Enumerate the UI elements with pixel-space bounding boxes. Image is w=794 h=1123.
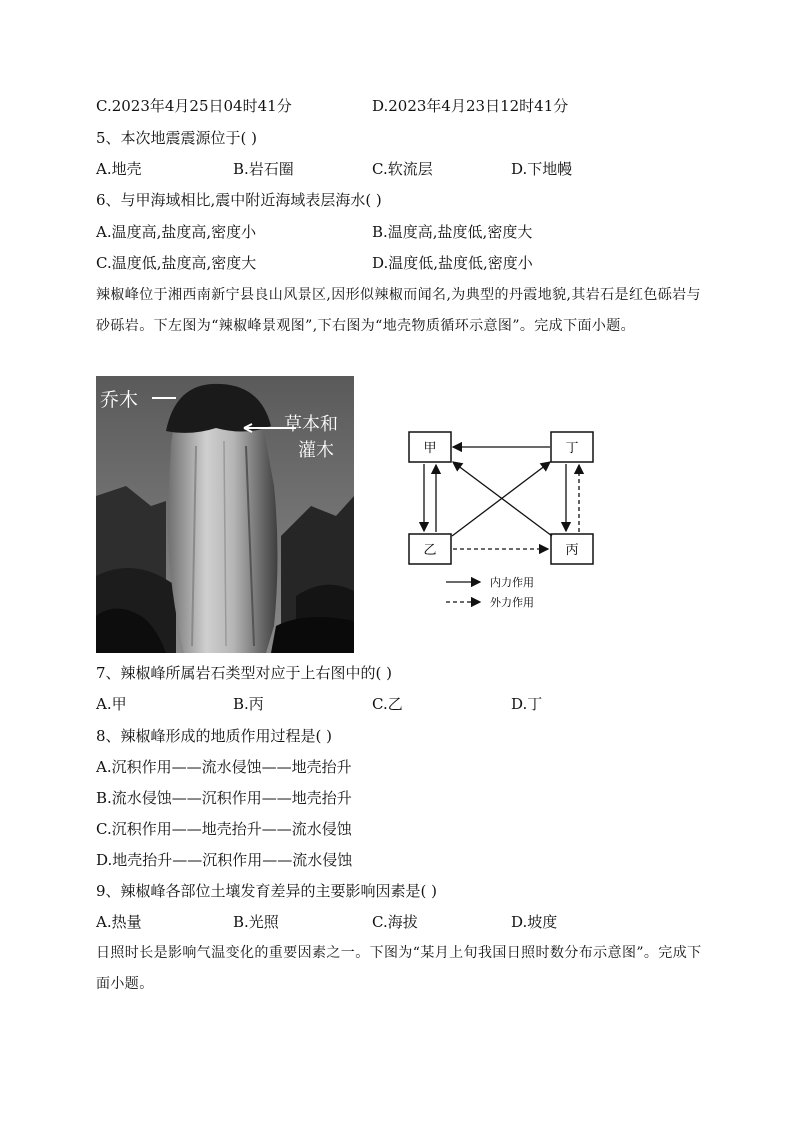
crust-cycle-diagram	[400, 424, 600, 614]
q8-option-b: B.流水侵蚀——沉积作用——地壳抬升	[96, 789, 352, 807]
q9-option-b: B.光照	[233, 913, 279, 931]
lajiao-peak-image	[96, 376, 354, 653]
intro-paragraph-2: 日照时长是影响气温变化的重要因素之一。下图为“某月上旬我国日照时数分布示意图”。完成下面小题。	[96, 945, 702, 992]
q8-option-c: C.沉积作用——地壳抬升——流水侵蚀	[96, 820, 352, 838]
q5-option-a: A.地壳	[96, 160, 142, 178]
label-shrub-line2: 灌木	[298, 440, 334, 461]
q7-option-d: D.丁	[511, 695, 543, 713]
q5-option-d: D.下地幔	[511, 160, 573, 178]
q5-option-c: C.软流层	[372, 160, 433, 178]
q7-option-c: C.乙	[372, 695, 403, 713]
lajiao-peak-photo	[96, 376, 354, 653]
legend-internal: 内力作用	[490, 576, 534, 589]
q9-stem: 9、辣椒峰各部位土壤发育差异的主要影响因素是( )	[96, 882, 438, 900]
q7-stem: 7、辣椒峰所属岩石类型对应于上右图中的( )	[96, 664, 393, 682]
q6-option-b: B.温度高,盐度低,密度大	[372, 223, 533, 241]
q8-option-a: A.沉积作用——流水侵蚀——地壳抬升	[96, 758, 352, 776]
q4-option-c: C.2023年4月25日04时41分	[96, 97, 292, 115]
legend-external: 外力作用	[490, 596, 534, 609]
label-tree: 乔木	[100, 389, 139, 411]
label-yi: 乙	[423, 543, 437, 558]
q4-option-d: D.2023年4月23日12时41分	[372, 97, 569, 115]
q9-option-d: D.坡度	[511, 913, 558, 931]
q8-option-d: D.地壳抬升——沉积作用——流水侵蚀	[96, 851, 353, 869]
q9-option-c: C.海拔	[372, 913, 418, 931]
q9-option-a: A.热量	[96, 913, 142, 931]
label-bing: 丙	[565, 543, 579, 558]
q5-option-b: B.岩石圈	[233, 160, 294, 178]
q6-option-c: C.温度低,盐度高,密度大	[96, 254, 257, 272]
q6-option-d: D.温度低,盐度低,密度小	[372, 254, 533, 272]
q5-stem: 5、本次地震震源位于( )	[96, 129, 258, 147]
intro-paragraph-1: 辣椒峰位于湘西南新宁县良山风景区,因形似辣椒而闻名,为典型的丹霞地貌,其岩石是红色砾岩与砂砾岩。下左图为“辣椒峰景观图”,下右图为“地壳物质循环示意图”。完成下面小题。	[96, 287, 701, 334]
q6-option-a: A.温度高,盐度高,密度小	[96, 223, 257, 241]
label-ding: 丁	[565, 441, 579, 456]
label-shrub-line1: 草本和	[284, 414, 338, 435]
q7-option-a: A.甲	[96, 695, 127, 713]
q7-option-b: B.丙	[233, 695, 264, 713]
q6-stem: 6、与甲海域相比,震中附近海域表层海水( )	[96, 191, 382, 209]
label-jia: 甲	[423, 441, 437, 456]
q8-stem: 8、辣椒峰形成的地质作用过程是( )	[96, 727, 333, 745]
